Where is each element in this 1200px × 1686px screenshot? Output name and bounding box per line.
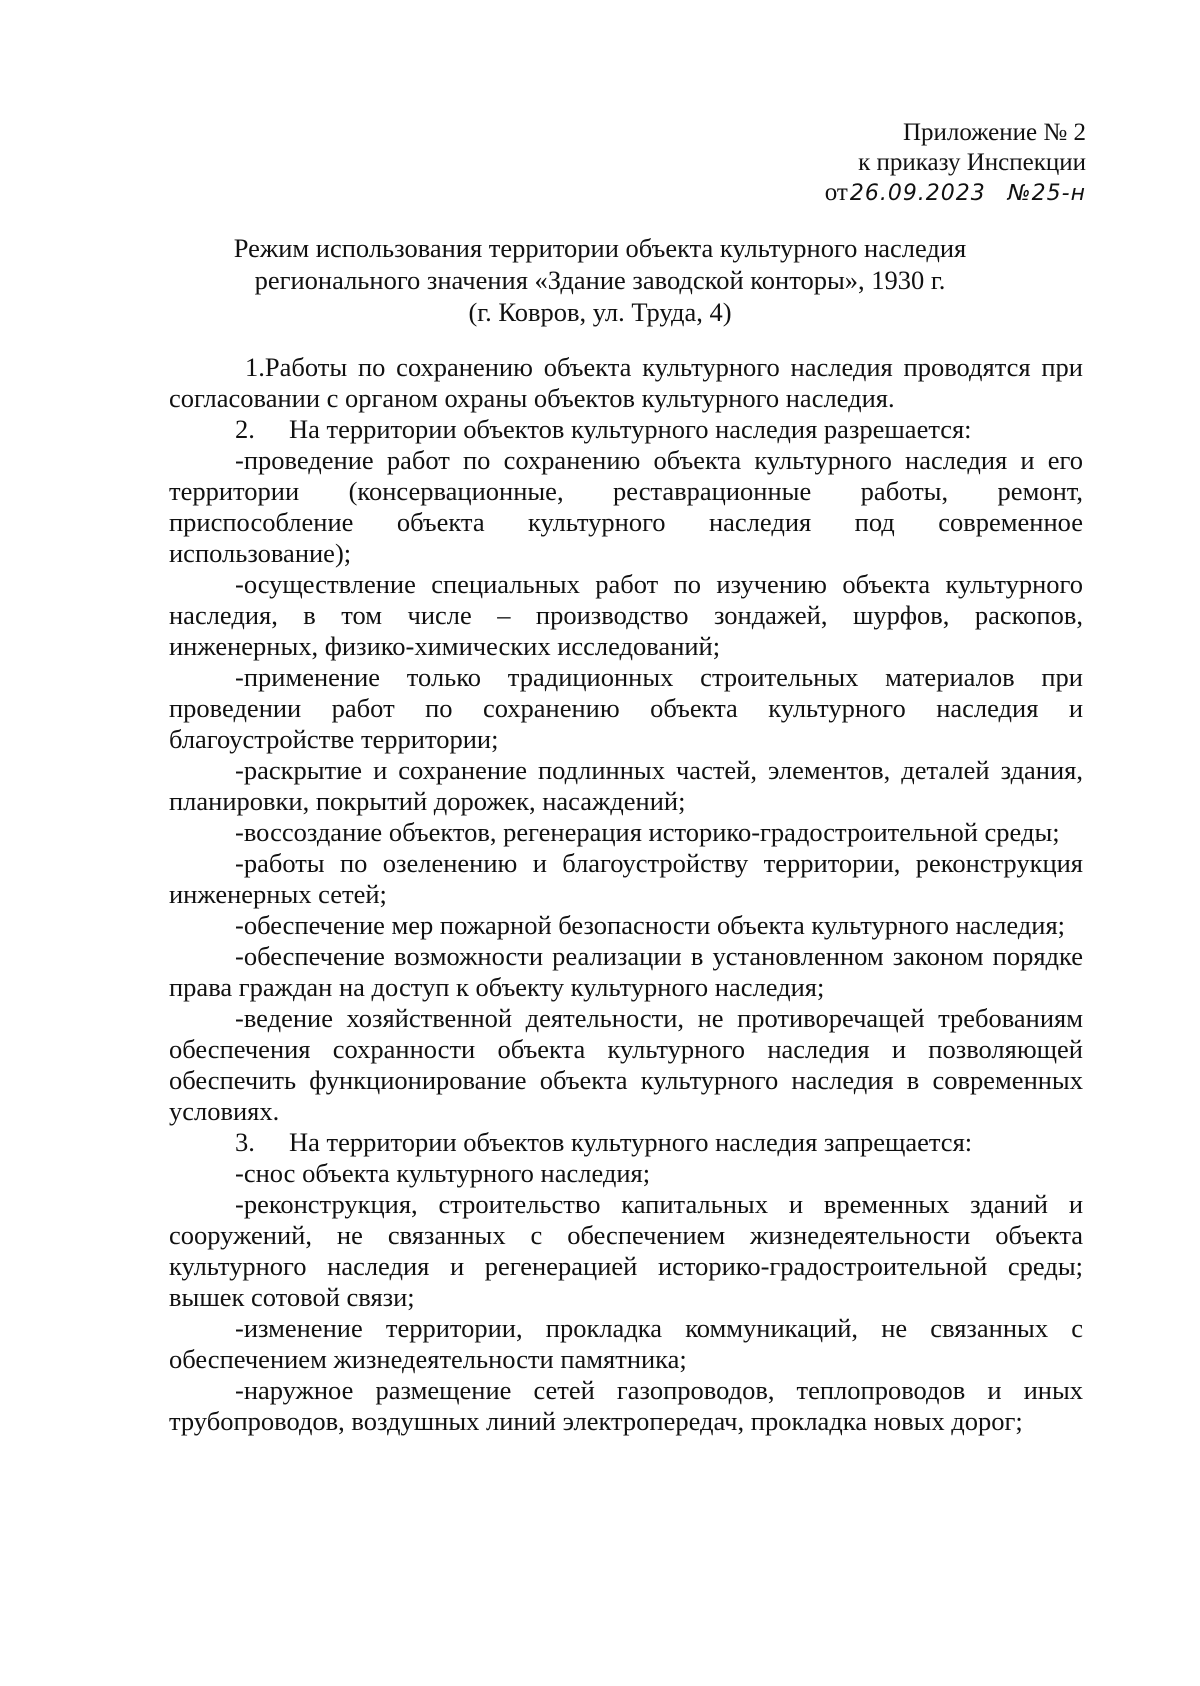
annex-number: Приложение № 2 [902,119,1086,146]
title-line-2: регионального значения «Здание заводской конторы», 1930 г. [254,265,946,295]
section-2-text: На территории объектов культурного наследия разрешается: [289,414,972,444]
allowed-item: -ведение хозяйственной деятельности, не противоречащей требованиям обеспечения сохранности объекта культурного наследия и позволяющей обеспечить функционирование объекта культурного наследия в современных условиях. [169,1003,1083,1126]
section-3-text: На территории объектов культурного наследия запрещается: [289,1127,973,1157]
document-title [150,232,1050,328]
allowed-item: -обеспечение возможности реализации в установленном законом порядке права граждан на доступ к объекту культурного наследия; [169,941,1083,1002]
document-body [169,352,1083,1437]
allowed-item: -применение только традиционных строительных материалов при проведении работ по сохранению объекта культурного наследия и благоустройстве территории; [169,662,1083,754]
prohibited-item: -снос объекта культурного наследия; [235,1158,651,1188]
prohibited-item: -изменение территории, прокладка коммуникаций, не связанных с обеспечением жизнедеятельности памятника; [169,1313,1083,1374]
annex-from-prefix: от [824,179,848,206]
prohibited-item: -реконструкция, строительство капитальных и временных зданий и сооружений, не связанных с обеспечением жизнедеятельности объекта культурного наследия и регенерацией историко-градостроительной среды; вышек сотовой связи; [169,1189,1083,1312]
allowed-item: -обеспечение мер пожарной безопасности объекта культурного наследия; [235,910,1066,940]
annex-date-line [825,178,1086,209]
prohibited-item: -наружное размещение сетей газопроводов, теплопроводов и иных трубопроводов, воздушных линий электропередач, прокладка новых дорог; [169,1375,1083,1436]
section-3-heading [169,1127,1083,1158]
section-2-number: 2. [235,414,255,444]
title-line-1: Режим использования территории объекта культурного наследия [233,233,967,263]
allowed-item: -осуществление специальных работ по изучению объекта культурного наследия, в том числе – производство зондажей, шурфов, раскопов, инженерных, физико-химических исследований; [169,569,1083,661]
section-1-paragraph: 1.Работы по сохранению объекта культурного наследия проводятся при согласовании с органом охраны объектов культурного наследия. [169,352,1083,413]
section-3-number: 3. [235,1127,255,1157]
allowed-item: -работы по озеленению и благоустройству территории, реконструкция инженерных сетей; [169,848,1083,909]
handwritten-order-number: №25-н [1007,181,1086,206]
annex-order-reference: к приказу Инспекции [858,149,1086,176]
allowed-item: -проведение работ по сохранению объекта культурного наследия и его территории (консервационные, реставрационные работы, ремонт, приспособление объекта культурного наследия под современное использование); [169,445,1083,568]
allowed-item: -раскрытие и сохранение подлинных частей, элементов, деталей здания, планировки, покрытий дорожек, насаждений; [169,755,1083,816]
annex-header [825,118,1086,209]
allowed-item: -воссоздание объектов, регенерация историко-градостроительной среды; [235,817,1060,847]
section-2-heading [169,414,1083,445]
handwritten-date: 26.09.2023 [849,181,986,206]
title-line-3: (г. Ковров, ул. Труда, 4) [468,297,732,327]
